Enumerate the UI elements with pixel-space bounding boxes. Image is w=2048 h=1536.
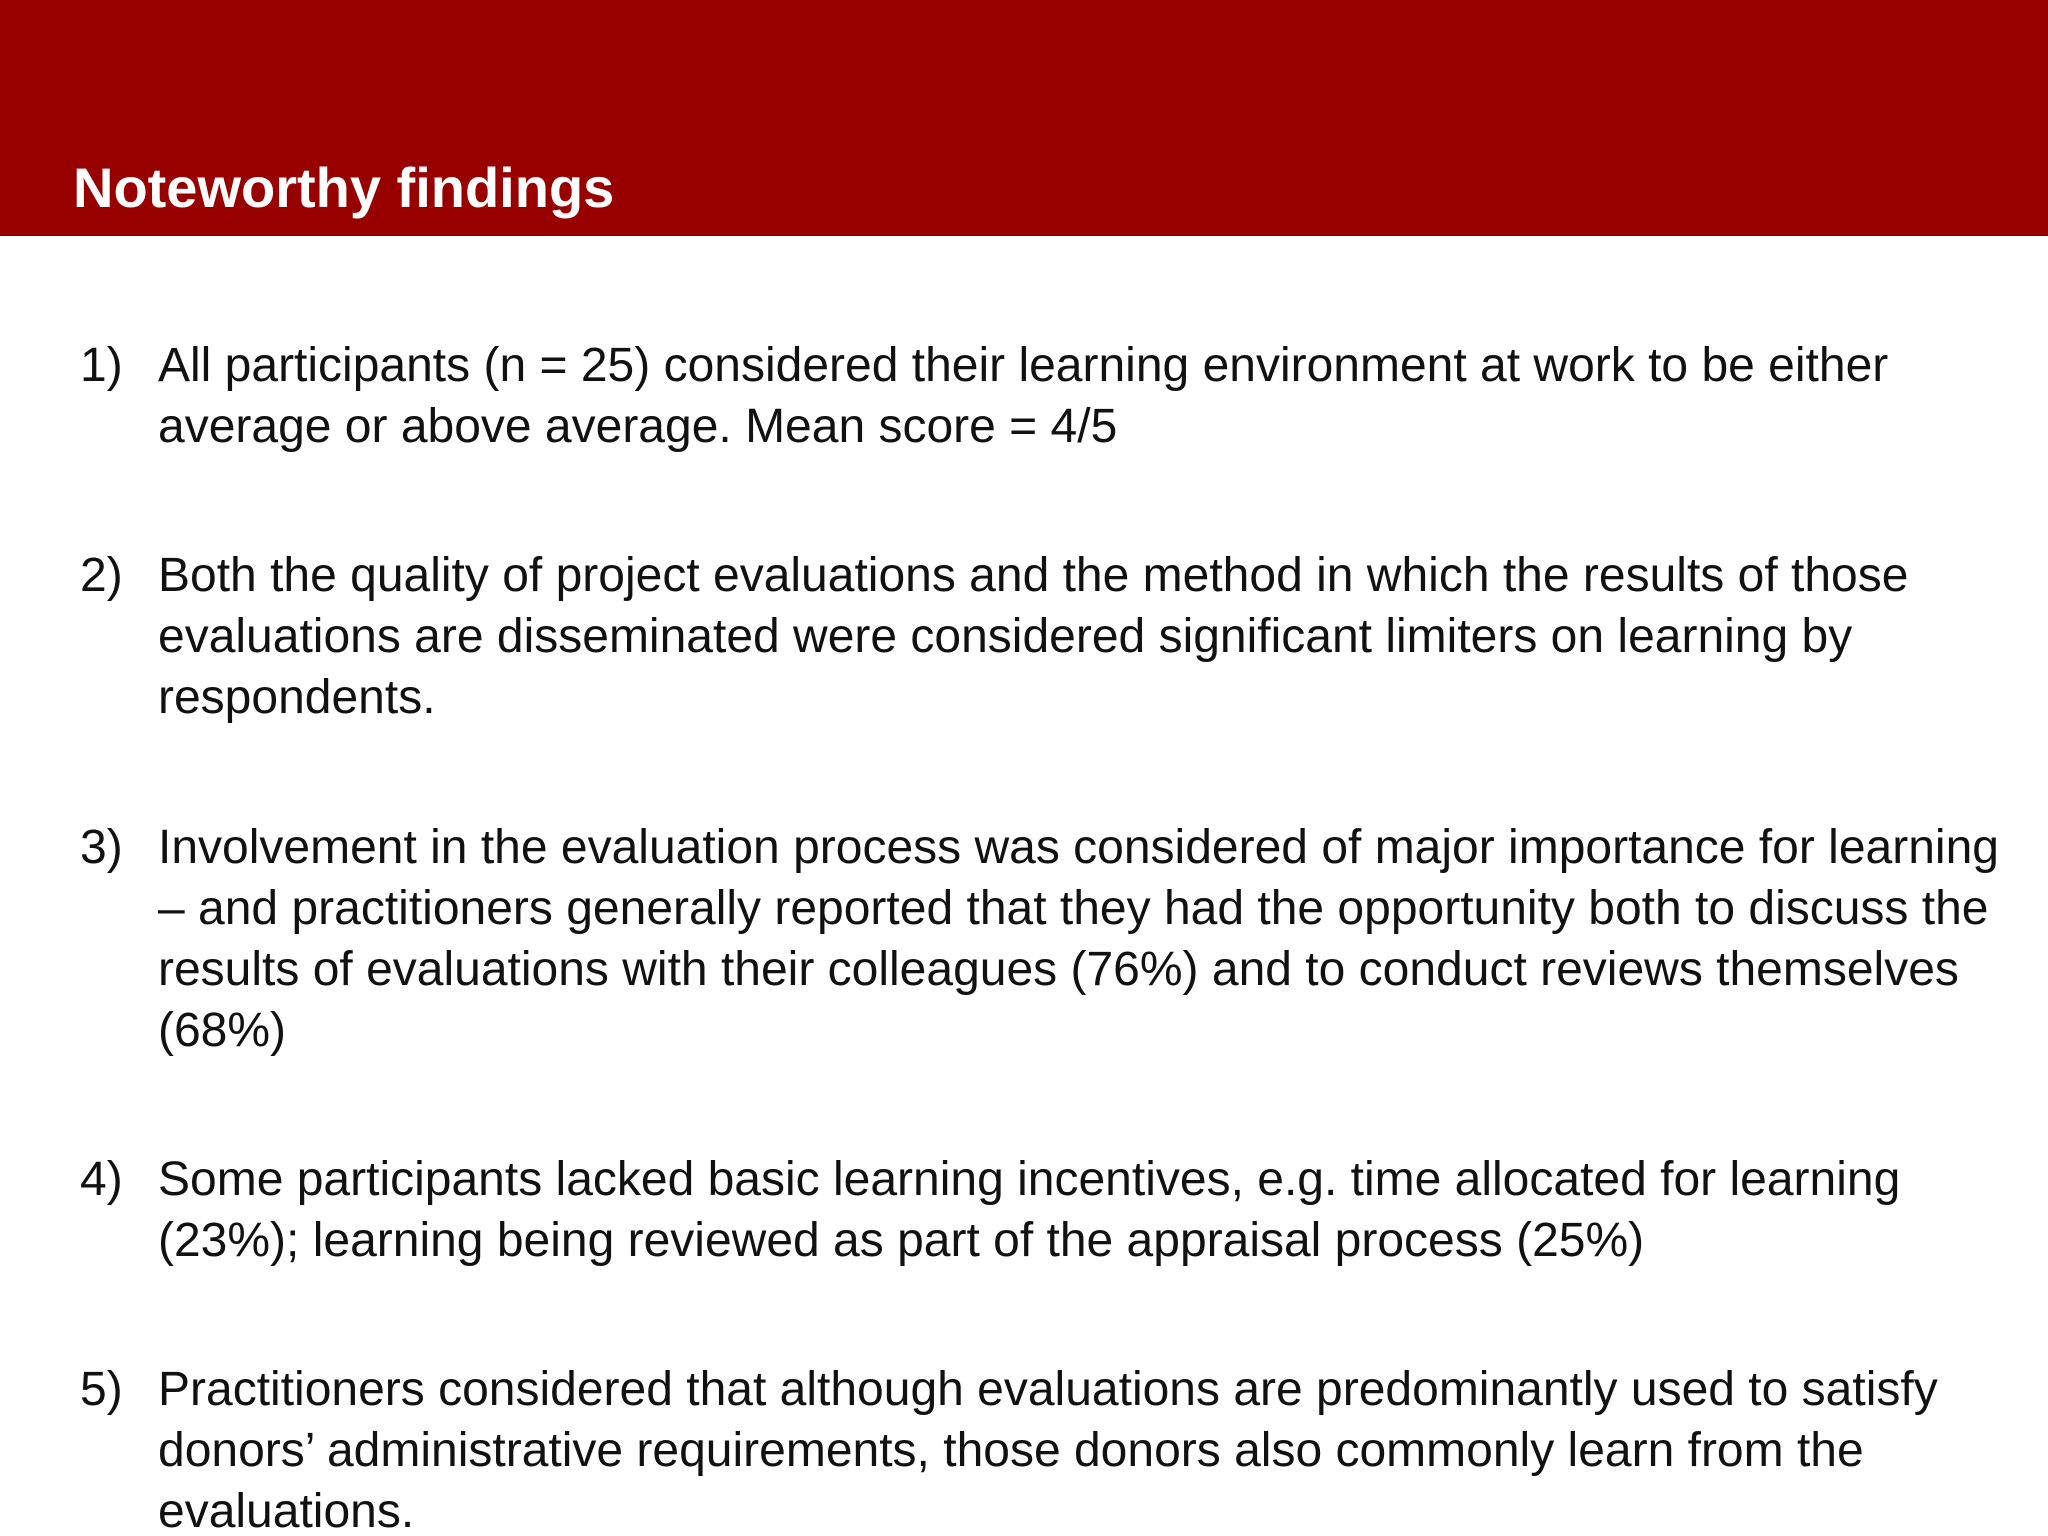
finding-text: Both the quality of project evaluations and the method in which the results of those evaluations are disseminated were considered significant limiters on learning by respondents.: [158, 549, 1909, 724]
finding-number: 1): [80, 339, 123, 392]
finding-text: All participants (n = 25) considered their learning environment at work to be either average or above average. Mean score = 4/5: [158, 339, 1889, 453]
finding-number: 5): [80, 1363, 123, 1416]
finding-item: [80, 1149, 2010, 1271]
finding-text: Some participants lacked basic learning incentives, e.g. time allocated for learning (23%); learning being reviewed as part of the appraisal process (25%): [158, 1153, 1901, 1267]
finding-number: 2): [80, 549, 123, 602]
finding-text: Practitioners considered that although evaluations are predominantly used to satisfy donors’ administrative requirements, those donors also commonly learn from the evaluations.: [158, 1363, 1938, 1536]
header-bar: [0, 0, 2048, 236]
finding-item: [80, 335, 2010, 457]
finding-text: Involvement in the evaluation process was considered of major importance for learning – and practitioners generally reported that they had the opportunity both to discuss the results of evaluations with their colleagues (76%) and to conduct reviews themselves (68%): [158, 821, 1999, 1057]
finding-number: 3): [80, 821, 123, 874]
finding-item: [80, 545, 2010, 728]
finding-item: [80, 817, 2010, 1061]
slide-title: Noteworthy findings: [73, 156, 615, 219]
finding-number: 4): [80, 1153, 123, 1206]
finding-item: [80, 1359, 2010, 1536]
